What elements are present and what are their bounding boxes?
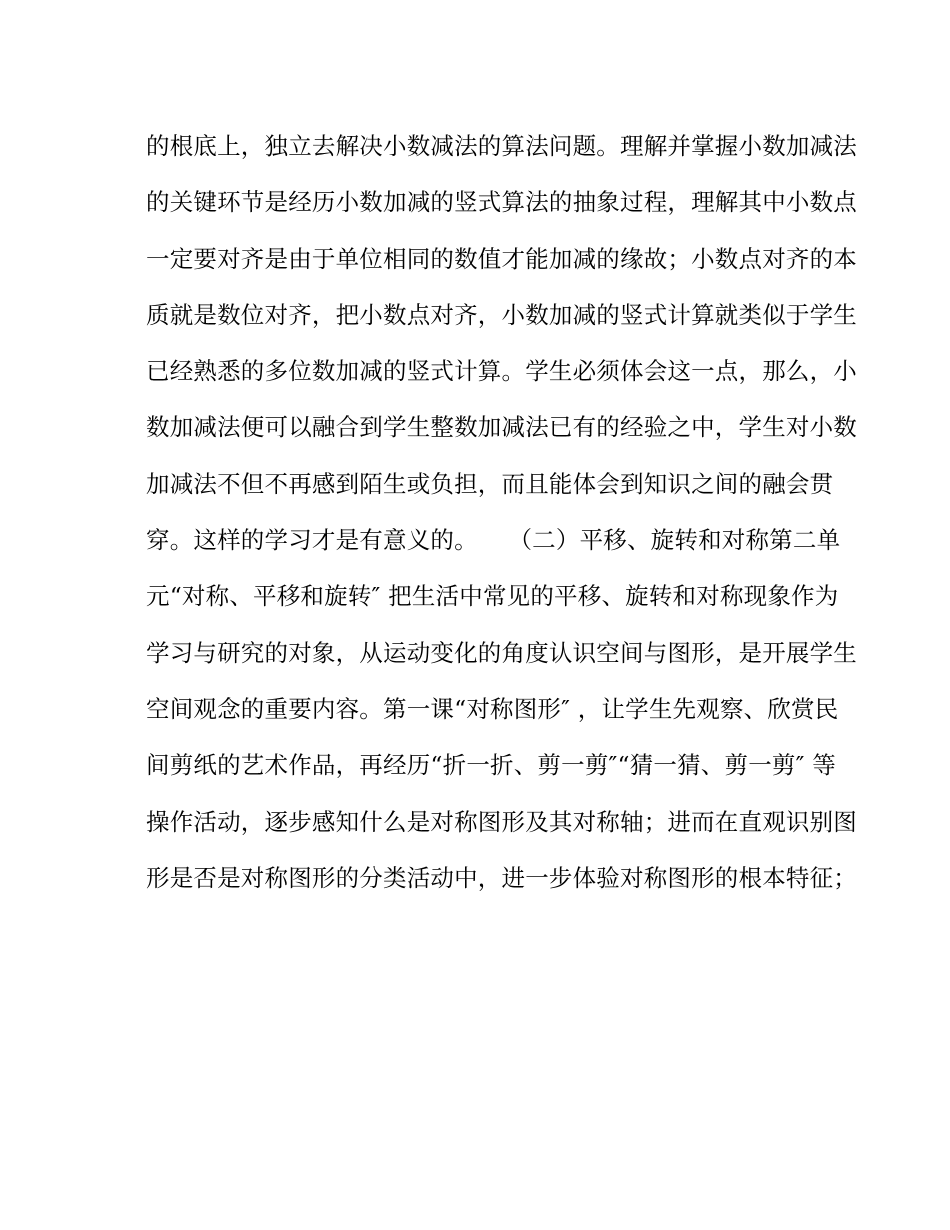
text-line: 学习与研究的对象，从运动变化的角度认识空间与图形，是开展学生 [146, 638, 857, 667]
body-text [146, 118, 857, 906]
text-line: 一定要对齐是由于单位相同的数值才能加减的缘故；小数点对齐的本 [146, 244, 857, 273]
text-line: 的根底上，独立去解决小数减法的算法问题。理解并掌握小数加减法 [146, 132, 857, 160]
text-line: 元“对称、平移和旋转″ 把生活中常见的平移、旋转和对称现象作为 [146, 582, 839, 611]
text-line: 穿。这样的学习才是有意义的。 （二）平移、旋转和对称第二单 [146, 526, 841, 555]
text-line: 的关键环节是经历小数加减的竖式算法的抽象过程，理解其中小数点 [146, 188, 857, 217]
text-line: 质就是数位对齐，把小数点对齐，小数加减的竖式计算就类似于学生 [146, 300, 857, 329]
text-line: 形是否是对称图形的分类活动中，进一步体验对称图形的根本特征； [146, 863, 857, 892]
text-line: 数加减法便可以融合到学生整数加减法已有的经验之中，学生对小数 [146, 413, 857, 442]
text-line: 间剪纸的艺术作品，再经历“折一折、剪一剪″“猜一猜、剪一剪″ 等 [146, 751, 836, 780]
text-line: 已经熟悉的多位数加减的竖式计算。学生必须体会这一点，那么，小 [146, 357, 857, 386]
text-line: 空间观念的重要内容。第一课“对称图形″ ，让学生先观察、欣赏民 [146, 694, 839, 723]
text-line: 加减法不但不再感到陌生或负担，而且能体会到知识之间的融会贯 [146, 469, 834, 498]
text-line: 操作活动，逐步感知什么是对称图形及其对称轴；进而在直观识别图 [146, 807, 857, 836]
